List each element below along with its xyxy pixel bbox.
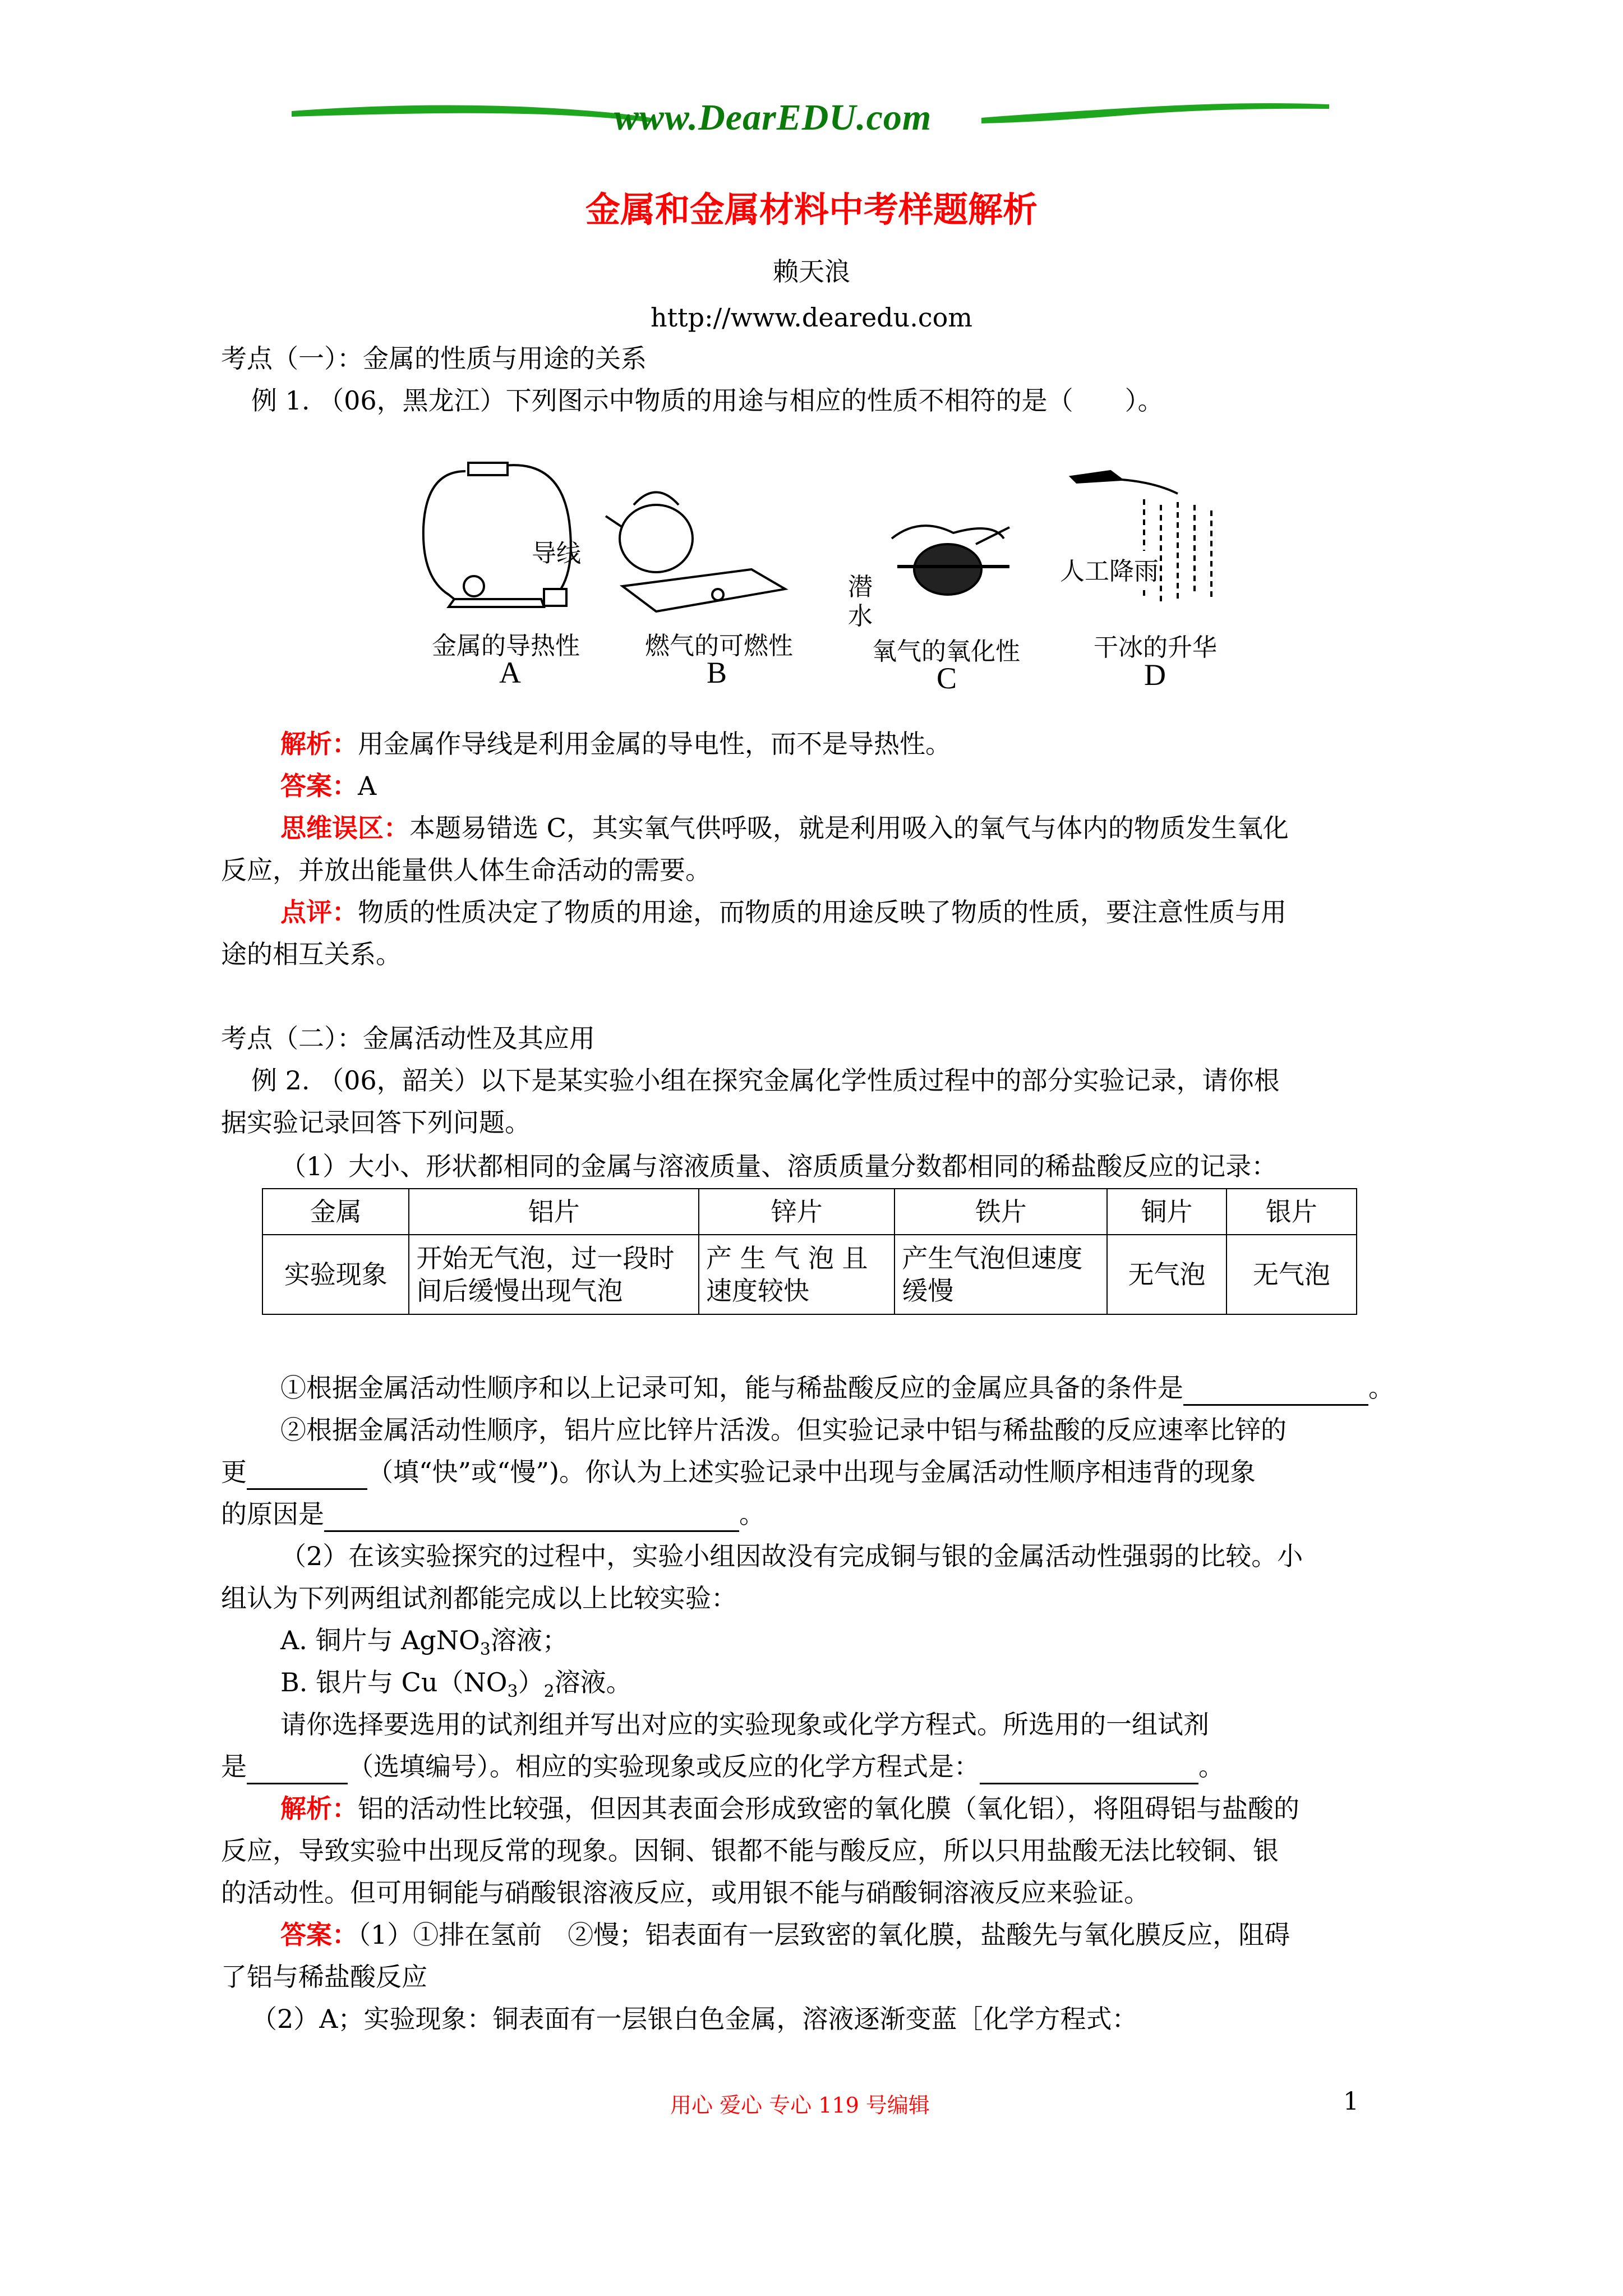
opt-b-text-2: ） [518, 1667, 544, 1697]
fig-c-label-2: 水 [848, 602, 873, 631]
q2-text-b: （填“快”或“慢”)。你认为上述实验记录中出现与金属活动性顺序相违背的现象 [367, 1457, 1256, 1487]
th-cu: 铜片 [1107, 1189, 1227, 1235]
q2-line-3 [221, 1498, 765, 1532]
s2-analysis [280, 1792, 1299, 1825]
choose-blank-1 [247, 1750, 348, 1784]
opt-b-sub: 3 [507, 1682, 518, 1702]
part2-line-2: 组认为下列两组试剂都能完成以上比较实验： [221, 1583, 737, 1613]
opt-b-text-3: 溶液。 [554, 1667, 632, 1697]
s2-answer-3: （2）A；实验现象：铜表面有一层银白色金属，溶液逐渐变蓝［化学方程式： [251, 2004, 1138, 2034]
s2-answer [280, 1918, 1290, 1951]
cell-fe: 产生气泡但速度缓慢 [895, 1235, 1107, 1314]
header-banner [292, 95, 1329, 146]
diver-drawing [892, 526, 1009, 595]
fig-a-caption: 金属的导热性 [432, 632, 580, 660]
s1-comment-label: 点评： [280, 897, 358, 927]
fig-c-label-1: 潜 [848, 573, 873, 601]
section2-question-1: 例 2. （06，韶关）以下是某实验小组在探究金属化学性质过程中的部分实验记录，请你根 [251, 1065, 1280, 1096]
q1-line [280, 1372, 1394, 1406]
fig-d-label: 人工降雨 [1060, 551, 1159, 587]
opt-a-sub: 3 [479, 1640, 491, 1660]
opt-a-text-2: 溶液； [490, 1625, 568, 1655]
option-a [280, 1624, 568, 1666]
s1-answer-text: A [358, 771, 377, 801]
q1-blank [1183, 1372, 1368, 1406]
s2-answer-2: 了铝与稀盐酸反应 [221, 1962, 427, 1992]
s1-comment [280, 896, 1287, 928]
q2-line-2 [221, 1456, 1256, 1490]
th-fe: 铁片 [895, 1189, 1107, 1235]
source-url: http://www.dearedu.com [651, 302, 972, 333]
s1-analysis-text: 用金属作导线是利用金属的导电性，而不是导热性。 [358, 729, 951, 759]
choose-text-b: （选填编号）。相应的实验现象或反应的化学方程式是： [348, 1751, 980, 1782]
s1-analysis [280, 728, 951, 760]
cell-cu: 无气泡 [1107, 1235, 1227, 1314]
fig-a-label: 导线 [532, 539, 581, 568]
fig-d-caption: 干冰的升华 [1094, 633, 1217, 662]
s1-comment-cont: 途的相互关系。 [221, 939, 402, 969]
part1-intro: （1）大小、形状都相同的金属与溶液质量、溶质质量分数都相同的稀盐酸反应的记录： [280, 1151, 1278, 1181]
fig-d-letter: D [1144, 658, 1166, 692]
s2-analysis-text-1: 铝的活动性比较强，但因其表面会形成致密的氧化膜（氧化铝），将阻碍铝与盐酸的 [358, 1793, 1299, 1824]
table-header-row [262, 1189, 1357, 1235]
q2-line-1: ②根据金属活动性顺序，铝片应比锌片活泼。但实验记录中铝与稀盐酸的反应速率比锌的 [280, 1415, 1287, 1445]
fig-c-caption: 氧气的氧化性 [872, 637, 1020, 666]
choose-line-1: 请你选择要选用的试剂组并写出对应的实验现象或化学方程式。所选用的一组试剂 [280, 1709, 1209, 1740]
opt-b-sub2: 2 [543, 1682, 555, 1702]
q1-text: ①根据金属活动性顺序和以上记录可知，能与稀盐酸反应的金属应具备的条件是 [280, 1373, 1183, 1403]
kettle-drawing [606, 493, 785, 612]
s1-analysis-label: 解析： [280, 729, 358, 759]
q2-blank-2 [324, 1498, 739, 1532]
fig-a-letter: A [499, 656, 521, 689]
figure-example1 [415, 449, 1251, 701]
th-metal: 金属 [262, 1189, 409, 1235]
opt-a-text-1: A. 铜片与 AgNO [280, 1625, 480, 1655]
section1-heading: 考点（一）：金属的性质与用途的关系 [221, 343, 647, 374]
section2-question-2: 据实验记录回答下列问题。 [221, 1107, 531, 1138]
table-row [262, 1235, 1357, 1314]
s1-mistake-text: 本题易错选 C，其实氧气供呼吸，就是利用吸入的氧气与体内的物质发生氧化 [409, 813, 1289, 843]
q2-text-d: 。 [739, 1499, 765, 1529]
s2-analysis-3: 的活动性。但可用铜能与硝酸银溶液反应，或用银不能与硝酸铜溶液反应来验证。 [221, 1878, 1150, 1908]
q1-end: 。 [1368, 1373, 1394, 1403]
cell-al: 开始无气泡，过一段时间后缓慢出现气泡 [409, 1235, 699, 1314]
choose-line-2 [221, 1750, 1224, 1784]
header-site: www.DearEDU.com [614, 97, 932, 138]
s1-mistake-label: 思维误区： [280, 813, 409, 843]
section1-question: 例 1. （06，黑龙江）下列图示中物质的用途与相应的性质不相符的是（ ）。 [251, 385, 1164, 416]
cell-zn: 产 生 气 泡 且速度较快 [699, 1235, 895, 1314]
option-b [280, 1666, 632, 1708]
s1-mistake-cont: 反应，并放出能量供人体生命活动的需要。 [221, 855, 711, 885]
part2-line-1: （2）在该实验探究的过程中，实验小组因故没有完成铜与银的金属活动性强弱的比较。小 [280, 1541, 1303, 1571]
s2-analysis-2: 反应，导致实验中出现反常的现象。因铜、银都不能与酸反应，所以只用盐酸无法比较铜、银 [221, 1835, 1279, 1866]
footer-text: 用心 爱心 专心 119 号编辑 [670, 2093, 930, 2118]
q2-blank-1 [247, 1456, 367, 1490]
s1-mistake [280, 812, 1289, 844]
s2-analysis-label: 解析： [280, 1793, 358, 1824]
q2-text-a: 更 [221, 1457, 247, 1487]
section2-heading: 考点（二）：金属活动性及其应用 [221, 1023, 595, 1053]
fig-b-letter: B [707, 656, 727, 689]
th-al: 铝片 [409, 1189, 699, 1235]
opt-b-text-1: B. 银片与 Cu（NO [280, 1667, 508, 1697]
fig-b-caption: 燃气的可燃性 [645, 632, 793, 660]
choose-blank-2 [980, 1750, 1198, 1784]
s2-answer-label: 答案： [280, 1920, 358, 1950]
s1-comment-text: 物质的性质决定了物质的用途，而物质的用途反映了物质的性质，要注意性质与用 [358, 897, 1287, 927]
choose-text-a: 是 [221, 1751, 247, 1782]
s1-answer-label: 答案： [280, 771, 358, 801]
q2-text-c: 的原因是 [221, 1499, 324, 1529]
page-title: 金属和金属材料中考样题解析 [585, 189, 1038, 230]
choose-text-c: 。 [1198, 1751, 1224, 1782]
author: 赖天浪 [773, 256, 850, 287]
s2-answer-text-1: （1）①排在氢前 ②慢；铝表面有一层致密的氧化膜，盐酸先与氧化膜反应，阻碍 [358, 1920, 1290, 1950]
row-label: 实验现象 [262, 1235, 409, 1314]
fig-c-letter: C [937, 661, 957, 695]
cell-ag: 无气泡 [1227, 1235, 1357, 1314]
page-number: 1 [1343, 2087, 1359, 2116]
s1-answer [280, 770, 376, 802]
th-zn: 锌片 [699, 1189, 895, 1235]
th-ag: 银片 [1227, 1189, 1357, 1235]
experiment-table [262, 1188, 1357, 1315]
